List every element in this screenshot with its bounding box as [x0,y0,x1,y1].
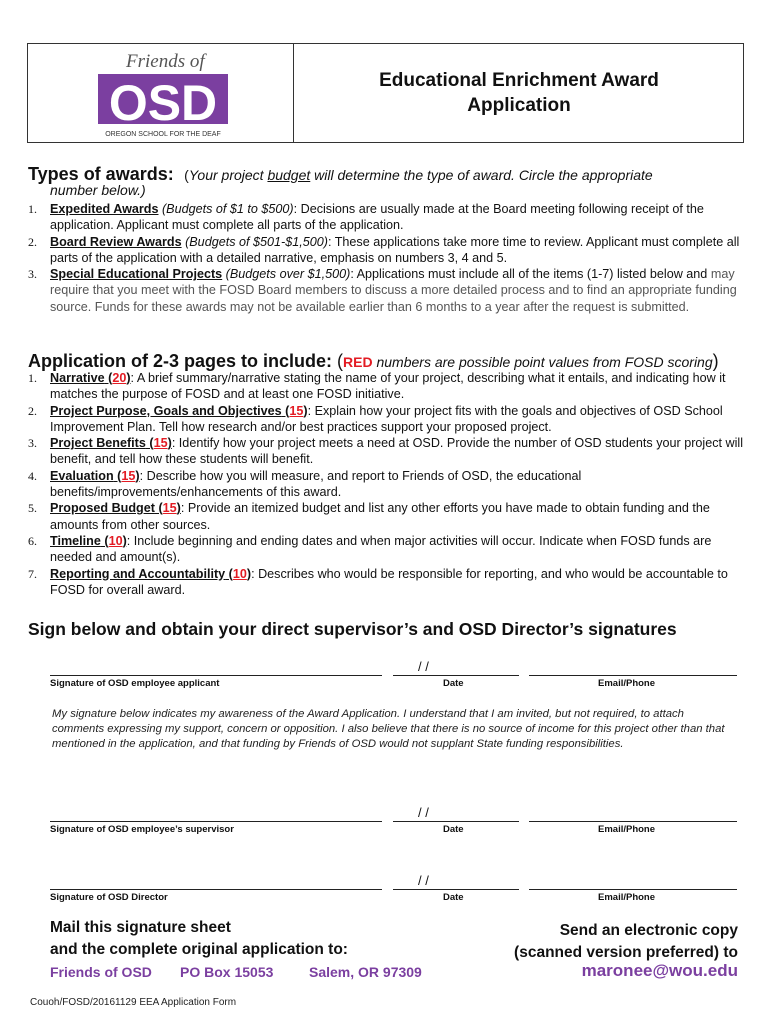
supervisor-disclaimer: My signature below indicates my awareness of the Award Application. I understand that I am invited, but not required, to attach comments expressing my support, concern or opposition. I also believe that there is no source of income for this project other than that mentioned in the application, and that funding by Friends of OSD would not supplant State funding responsibilities. [52,708,725,750]
director-signature-label: Signature of OSD Director [50,892,168,903]
item-text: : Decisions are usually made at the Board meeting following receipt of the application. Applicant must complete all parts of the application. [50,202,704,233]
send-line-1: Send an electronic copy [559,922,738,939]
item-range: (Budgets over $1,500) [222,267,351,282]
item-points: 20 [112,371,127,385]
application-sub-close: ) [712,351,719,371]
item-label: Board Review Awards [50,234,182,249]
application-title: Application of 2-3 pages to include: [28,351,333,371]
item-paren-open: ( [113,468,122,483]
item-paren-open: ( [145,436,154,451]
item-paren-close: ) [303,403,308,418]
mail-org: Friends of OSD [50,964,152,980]
title-line-2: Application [467,95,571,116]
applicant-signature-label: Signature of OSD employee applicant [50,678,220,689]
item-paren-close: ) [176,501,181,516]
item-paren-open: ( [225,566,233,581]
item-points: 15 [153,436,168,451]
item-points: 15 [289,403,304,418]
supervisor-date-slashes: / / [418,805,429,820]
title-line-1: Educational Enrichment Award [379,70,659,91]
types-sub-open: ( [184,167,189,183]
director-signature-line[interactable] [50,889,382,890]
item-paren-open: ( [104,371,113,385]
item-text: : A brief summary/narrative stating the name of your project, describing what it entails, and indicating how it matches the purpose of FOSD and at least one FOSD initiative. [50,371,726,402]
supervisor-email-line[interactable] [529,821,737,822]
item-points: 10 [232,566,247,581]
item-label: Special Educational Projects [50,267,223,282]
list-item [28,266,744,315]
list-item [28,435,744,468]
item-number: 7. [28,566,37,581]
item-text: : Describes who would be responsible for reporting, and who would be accountable to FOSD for overall award. [50,566,728,597]
list-item [28,500,744,533]
list-item [28,370,744,403]
director-date-slashes: / / [418,873,429,888]
supervisor-date-line[interactable] [393,821,519,822]
item-number: 3. [28,436,37,451]
application-sub-rest: numbers are possible point values from FOSD scoring [372,354,713,370]
item-points: 15 [121,468,136,483]
types-sub-a: Your project [188,167,268,183]
item-range: (Budgets of $1 to $500) [158,202,294,216]
applicant-email-label: Email/Phone [598,678,656,689]
list-item [28,403,744,436]
item-paren-close: ) [167,436,172,451]
item-number: 6. [28,533,37,548]
types-sub-b: will determine the type of award. Circle the appropriate [310,167,653,183]
item-label: Evaluation [50,468,114,483]
item-number: 1. [28,371,37,385]
mail-pobox: PO Box 15053 [180,964,274,980]
logo-tagline: OREGON SCHOOL FOR THE DEAF [105,131,221,138]
director-email-label: Email/Phone [598,892,656,903]
supervisor-date-label: Date [443,824,464,835]
item-points: 10 [108,533,123,548]
types-sub-budget: budget [267,167,311,183]
item-text-gray: may require that you meet with the FOSD Board members to discuss a more detailed process and to find an appropriate funding source. Funds for these awards may not be available earlier than 6 months to a year after the request is submitted. [50,267,737,314]
item-number: 1. [28,202,37,216]
application-sub-open: ( [332,351,344,371]
item-points: 15 [162,501,177,516]
item-number: 2. [28,234,37,249]
item-label: Proposed Budget [50,501,155,516]
item-paren-open: ( [100,533,109,548]
item-number: 2. [28,403,37,418]
send-instructions [488,920,738,964]
item-number: 5. [28,501,37,516]
mail-line-1: Mail this signature sheet [50,919,231,936]
item-paren-open: ( [154,501,163,516]
list-item [28,234,744,267]
applicant-signature-line[interactable] [50,675,382,676]
applicant-date-slashes: / / [418,659,429,674]
list-item [28,201,744,234]
types-title: Types of awards: [28,164,174,184]
item-label: Timeline [50,533,101,548]
director-email-line[interactable] [529,889,737,890]
friends-of-osd-logo [98,50,228,140]
mail-line-2: and the complete original application to: [50,941,348,958]
award-types-list [28,201,744,315]
application-items-list [28,370,744,598]
item-text: : Explain how your project fits with the goals and objectives of OSD School Improvement Plan. Tell how research and/or best practices support your proposed project. [50,403,723,434]
list-item [28,468,744,501]
applicant-date-line[interactable] [393,675,519,676]
logo-script-text: Friends of [126,51,205,72]
mail-city: Salem, OR 97309 [309,964,422,980]
item-paren-close: ) [122,533,127,548]
director-date-label: Date [443,892,464,903]
applicant-date-label: Date [443,678,464,689]
item-label: Expedited Awards [50,202,159,216]
director-date-line[interactable] [393,889,519,890]
types-sub-line2: number below.) [50,182,146,198]
send-email-link[interactable]: maronee@wou.edu [581,961,738,980]
signatures-heading: Sign below and obtain your direct supervisor’s and OSD Director’s signatures [28,619,677,639]
item-paren-close: ) [135,468,140,483]
footer-text: Couoh/FOSD/20161129 EEA Application Form [30,997,237,1008]
item-number: 4. [28,468,37,483]
item-label: Project Purpose, Goals and Objectives [50,403,282,418]
supervisor-signature-line[interactable] [50,821,382,822]
item-range: (Budgets of $501-$1,500) [181,234,328,249]
item-label: Reporting and Accountability [50,566,226,581]
item-text: : Describe how you will measure, and report to Friends of OSD, the educational benefits/improvements/enhancements of this award. [50,468,582,500]
supervisor-email-label: Email/Phone [598,824,656,835]
item-paren-close: ) [246,566,252,581]
page-title [294,68,744,118]
item-text: : These applications take more time to review. Applicant must complete all parts of the application with a detailed narrative, emphasis on numbers 3, 4 and 5. [50,234,740,265]
item-text: : Applications must include all of the items (1-7) listed below and [350,267,711,282]
applicant-email-line[interactable] [529,675,737,676]
item-text: : Identify how your project meets a need at OSD. Provide the number of OSD students your project will benefit, and tell how these students will benefit. [50,436,744,467]
logo-osd-text: OSD [108,75,218,131]
list-item [28,566,744,599]
item-paren-close: ) [126,371,131,385]
item-text: : Provide an itemized budget and list any other efforts you have made to obtain funding and the amounts from other sources. [50,501,710,532]
mail-instructions [50,917,348,961]
item-text: : Include beginning and ending dates and when major activities will occur. Indicate when FOSD funds are needed and amount(s). [50,533,712,565]
item-label: Narrative [50,371,105,385]
item-paren-open: ( [281,403,290,418]
supervisor-signature-label: Signature of OSD employee’s supervisor [50,824,234,835]
application-sub-red: RED [343,354,373,370]
send-line-2: (scanned version preferred) to [514,944,738,961]
item-number: 3. [28,267,37,282]
list-item [28,533,744,566]
item-label: Project Benefits [50,436,146,451]
